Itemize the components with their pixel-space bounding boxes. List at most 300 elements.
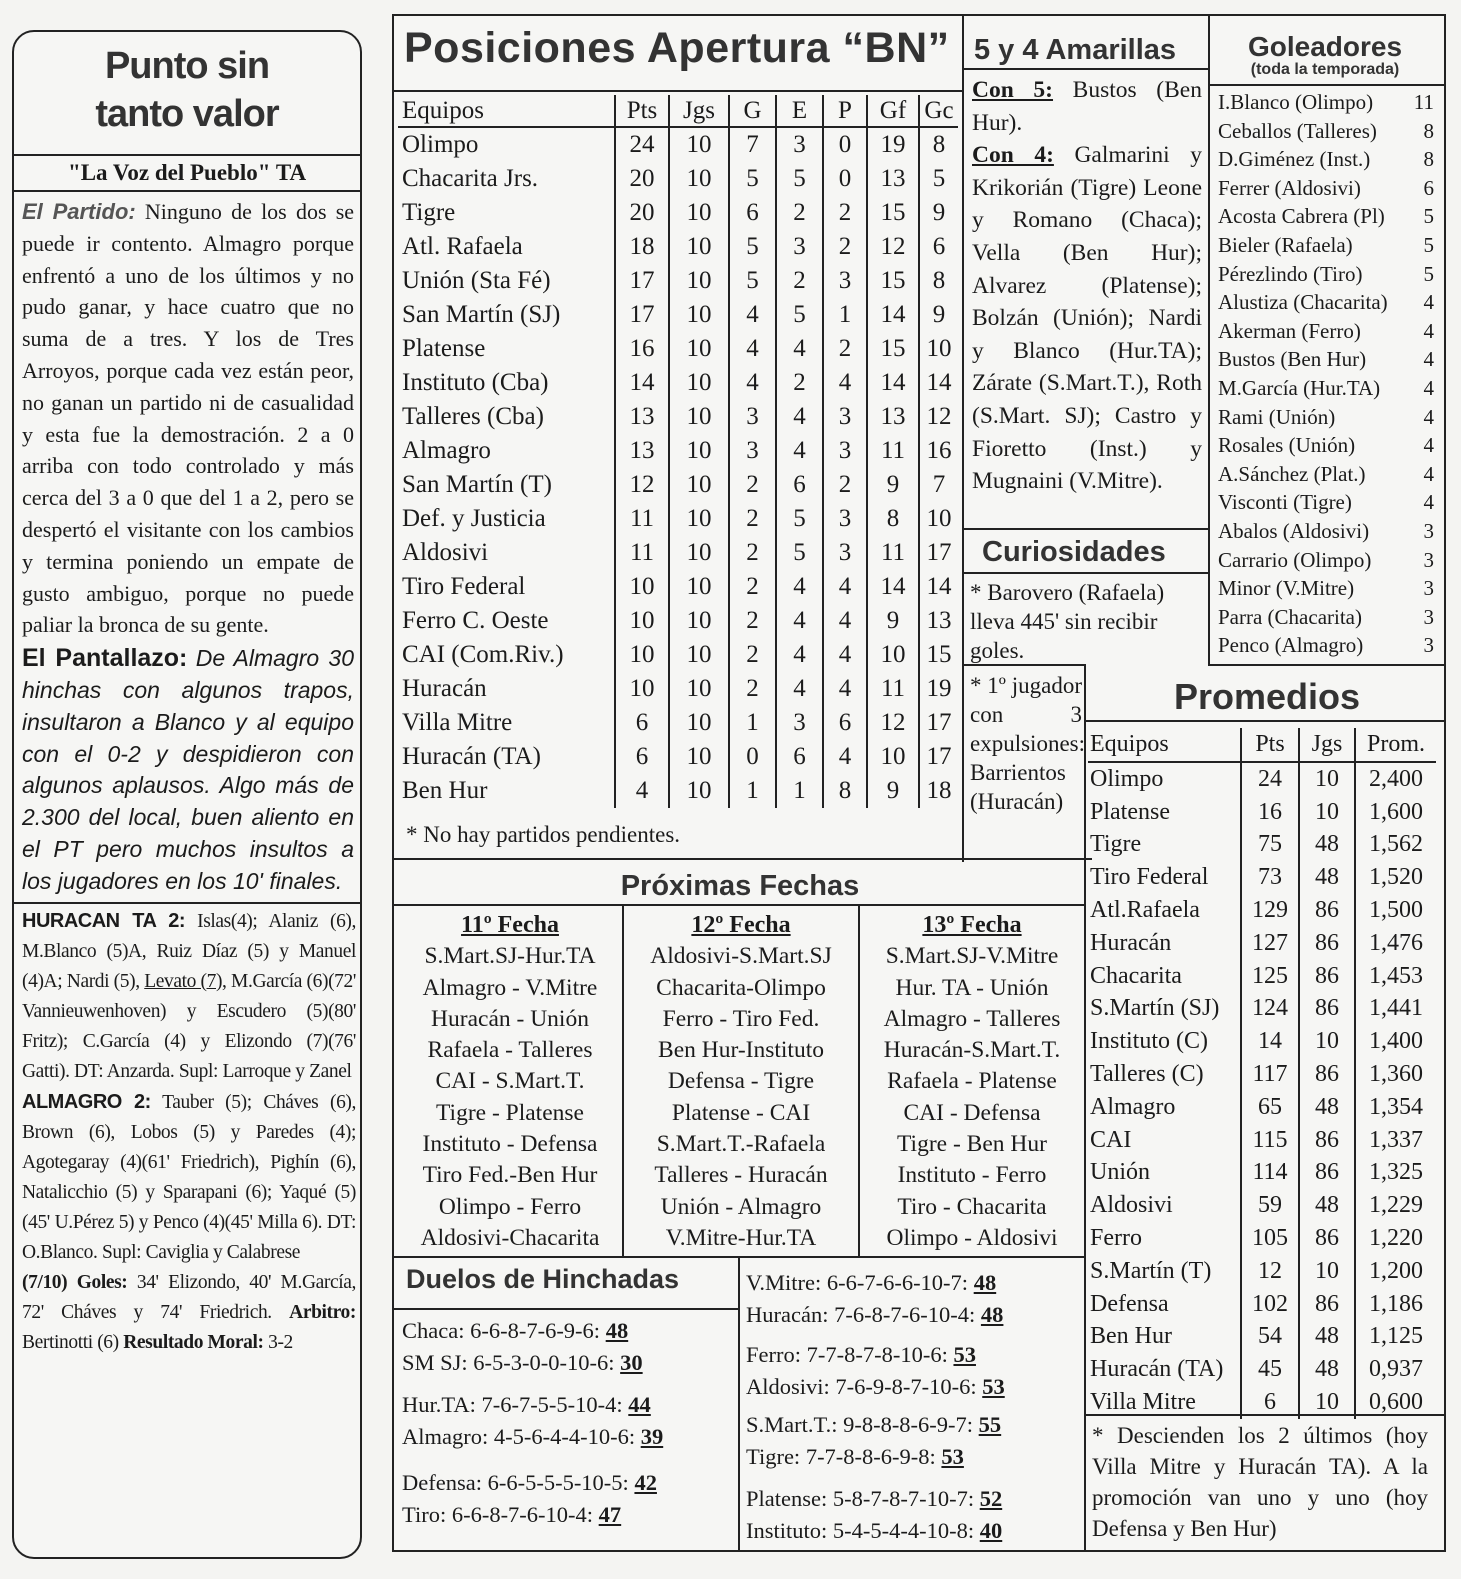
stat-cell: 8 — [932, 267, 946, 294]
stat-cell: 16 — [615, 332, 669, 366]
team-name: Unión (Sta Fé) — [398, 264, 615, 298]
fixture-item: Aldosivi-Chacarita — [420, 1224, 600, 1251]
stat-cell: 0 — [823, 162, 867, 196]
stat-cell: 2 — [729, 604, 776, 638]
fixture-item: Huracán-S.Mart.T. — [883, 1037, 1061, 1064]
stat-cell: 1,325 — [1369, 1159, 1423, 1186]
table-row — [398, 230, 958, 264]
scorer-row — [1218, 431, 1434, 460]
duelo-scores: 6-5-3-0-0-10-6: — [473, 1350, 621, 1375]
duelo-team: Ferro: — [746, 1342, 807, 1367]
stat-cell: 10 — [615, 570, 669, 604]
almagro-label: ALMAGRO 2: — [22, 1090, 151, 1113]
table-row — [398, 468, 958, 502]
stat-cell: 10 — [669, 774, 729, 808]
team-name: Huracán (TA) — [398, 740, 615, 774]
goles-label: (7/10) Goles: — [22, 1271, 128, 1293]
stat-cell: 4 — [729, 298, 776, 332]
stat-cell: 18 — [926, 777, 952, 804]
prom-col-equipos: Equipos — [1088, 728, 1241, 762]
stat-cell: 1,453 — [1369, 962, 1423, 989]
stat-cell: 16 — [1241, 796, 1299, 829]
stat-cell: 4 — [776, 604, 823, 638]
stat-cell: 12 — [615, 468, 669, 502]
duelo-scores: 9-8-8-8-6-9-7: — [843, 1412, 979, 1437]
stat-cell: 10 — [867, 740, 919, 774]
table-row — [398, 706, 958, 740]
duelo-team: Instituto: — [746, 1518, 833, 1543]
stat-cell: 1,337 — [1369, 1126, 1423, 1153]
stat-cell: 0 — [823, 127, 867, 162]
stat-cell: 2 — [729, 502, 776, 536]
table-row — [398, 332, 958, 366]
stat-cell: 114 — [1241, 1157, 1299, 1190]
posiciones-note: * No hay partidos pendientes. — [406, 822, 681, 847]
duelo-total: 30 — [620, 1350, 643, 1375]
stat-cell: 6 — [615, 740, 669, 774]
scorer-goals: 3 — [1423, 576, 1434, 601]
duelo-scores: 7-6-8-7-6-10-4: — [834, 1302, 981, 1327]
stat-cell: 2 — [823, 332, 867, 366]
stat-cell: 5 — [932, 165, 946, 192]
duelo-total: 48 — [973, 1270, 997, 1295]
stat-cell: 1,520 — [1369, 864, 1423, 891]
stat-cell: 1 — [729, 774, 776, 808]
stat-cell: 1,125 — [1369, 1323, 1423, 1350]
stat-cell: 17 — [926, 709, 952, 736]
table-row — [398, 774, 958, 808]
scorer-goals: 4 — [1423, 375, 1434, 400]
stat-cell: 17 — [615, 264, 669, 298]
duelo-team: V.Mitre: — [746, 1270, 827, 1295]
duelo-row — [402, 1424, 663, 1450]
stat-cell: 3 — [776, 230, 823, 264]
fixture-item: S.Mart.SJ-V.Mitre — [885, 943, 1059, 970]
stat-cell: 86 — [1299, 993, 1355, 1026]
duel-mid-rule — [738, 1256, 740, 1552]
stat-cell: 17 — [926, 539, 952, 566]
stat-cell: 20 — [615, 196, 669, 230]
table-row — [1088, 1091, 1436, 1124]
almagro-lineup — [22, 1087, 356, 1268]
table-row — [1088, 894, 1436, 927]
duelo-team: SM SJ: — [402, 1350, 474, 1375]
stat-cell: 10 — [669, 127, 729, 162]
goleadores-title — [1216, 32, 1434, 78]
team-name: San Martín (SJ) — [398, 298, 615, 332]
stat-cell: 10 — [669, 570, 729, 604]
scorer-goals: 6 — [1423, 175, 1434, 200]
stat-cell: 10 — [1299, 762, 1355, 796]
duelo-total: 53 — [941, 1444, 964, 1469]
stat-cell: 4 — [615, 774, 669, 808]
posiciones-title: Posiciones Apertura “BN” — [404, 24, 950, 72]
duelo-scores: 5-8-7-8-7-10-7: — [832, 1486, 980, 1511]
stat-cell: 7 — [729, 127, 776, 162]
stat-cell: 6 — [776, 740, 823, 774]
table-row — [398, 127, 958, 162]
scorer-row — [1218, 145, 1434, 174]
amar-title-rule — [962, 68, 1208, 70]
scorer-row — [1218, 345, 1434, 374]
col-equipos: Equipos — [398, 95, 615, 127]
fecha-12-column — [624, 910, 858, 1254]
col-gc: Gc — [919, 95, 958, 127]
stat-cell: 0,600 — [1369, 1389, 1423, 1416]
table-row — [1088, 927, 1436, 960]
duelo-row — [746, 1302, 1003, 1328]
stat-cell: 15 — [867, 332, 919, 366]
duelo-total: 40 — [979, 1518, 1003, 1543]
table-row — [398, 536, 958, 570]
stat-cell: 10 — [615, 604, 669, 638]
stat-cell: 14 — [867, 570, 919, 604]
scorer-goals: 8 — [1423, 118, 1434, 143]
scorer-row — [1218, 231, 1434, 260]
stat-cell: 2 — [776, 264, 823, 298]
duelo-row — [746, 1486, 1002, 1512]
stat-cell: 15 — [867, 196, 919, 230]
table-row — [1088, 1255, 1436, 1288]
table-row — [1088, 1386, 1436, 1419]
duelo-row — [746, 1412, 1001, 1438]
stat-cell: 4 — [776, 638, 823, 672]
team-name: Tigre — [398, 196, 615, 230]
stat-cell: 10 — [1299, 1255, 1355, 1288]
stat-cell: 4 — [776, 672, 823, 706]
table-row — [1088, 796, 1436, 829]
fixture-item: Defensa - Tigre — [667, 1068, 815, 1095]
stat-cell: 6 — [823, 706, 867, 740]
team-name: Ben Hur — [398, 774, 615, 808]
duelo-team: Huracán: — [746, 1302, 835, 1327]
stat-cell: 86 — [1299, 1124, 1355, 1157]
fixture-item: Tiro - Chacarita — [897, 1193, 1047, 1220]
stat-cell: 6 — [776, 468, 823, 502]
stat-cell: 17 — [615, 298, 669, 332]
con4-text: Galmarini y Krikorián (Tigre) Leone y Romano (Chaca); Vella (Ben Hur); Alvarez (Platense); Bolzán (Unión); Nardi y Blanco (Hur.TA); Zárate (S.Mart.T.), Roth (S.Mart. SJ); Castro y Fioretto (Inst.) y Mugnaini (V.Mitre). — [972, 142, 1202, 495]
stat-cell: 1,229 — [1369, 1192, 1423, 1219]
stat-cell: 2 — [776, 196, 823, 230]
stat-cell: 9 — [932, 199, 946, 226]
table-row — [1088, 960, 1436, 993]
con5-text: Bustos (Ben Hur). — [972, 77, 1202, 136]
stat-cell: 15 — [867, 264, 919, 298]
team-name: Villa Mitre — [398, 706, 615, 740]
stat-cell: 11 — [867, 434, 919, 468]
stat-cell: 14 — [867, 298, 919, 332]
table-row — [398, 570, 958, 604]
stat-cell: 13 — [867, 400, 919, 434]
stat-cell: 12 — [867, 706, 919, 740]
report-title-line2: tanto valor — [95, 93, 279, 135]
amarillas-text — [972, 74, 1202, 498]
report-title — [14, 32, 360, 154]
team-name: Platense — [1088, 796, 1241, 829]
scorer-goals: 3 — [1423, 547, 1434, 572]
fixture-item: Platense - CAI — [671, 1099, 811, 1126]
report-body — [14, 192, 360, 898]
team-name: Almagro — [1088, 1091, 1241, 1124]
stat-cell: 10 — [1299, 796, 1355, 829]
scorer-goals: 4 — [1423, 347, 1434, 372]
scorer-name: Alustiza (Chacarita) — [1218, 290, 1388, 315]
stat-cell: 11 — [615, 536, 669, 570]
table-row — [398, 196, 958, 230]
team-name: CAI (Com.Riv.) — [398, 638, 615, 672]
duelo-row — [746, 1518, 1002, 1544]
scorer-goals: 4 — [1423, 290, 1434, 315]
scorer-name: Penco (Almagro) — [1218, 633, 1364, 658]
duelo-team: Aldosivi: — [746, 1374, 836, 1399]
team-name: Atl. Rafaela — [398, 230, 615, 264]
stat-cell: 2 — [823, 468, 867, 502]
stat-cell: 11 — [615, 502, 669, 536]
goleadores-subtitle: (toda la temporada) — [1250, 61, 1400, 78]
team-name: Instituto (C) — [1088, 1025, 1241, 1058]
table-row — [1088, 1288, 1436, 1321]
stat-cell: 24 — [1241, 762, 1299, 796]
duelo-total: 42 — [634, 1470, 657, 1495]
scorer-name: Abalos (Aldosivi) — [1218, 518, 1370, 543]
stat-cell: 14 — [867, 366, 919, 400]
stat-cell: 10 — [669, 400, 729, 434]
stat-cell: 10 — [669, 502, 729, 536]
stat-cell: 105 — [1241, 1222, 1299, 1255]
scorer-name: Visconti (Tigre) — [1218, 490, 1352, 515]
team-name: San Martín (T) — [398, 468, 615, 502]
stat-cell: 12 — [867, 230, 919, 264]
scorer-goals: 4 — [1423, 461, 1434, 486]
fixture-item: Ferro - Tiro Fed. — [662, 1005, 820, 1032]
table-row — [1088, 1124, 1436, 1157]
stat-cell: 45 — [1241, 1353, 1299, 1386]
fixture-item: Olimpo - Aldosivi — [886, 1224, 1058, 1251]
scorer-name: Akerman (Ferro) — [1218, 318, 1361, 343]
stat-cell: 7 — [932, 471, 946, 498]
stat-cell: 2 — [729, 638, 776, 672]
col-jgs: Jgs — [669, 95, 729, 127]
stat-cell: 10 — [669, 672, 729, 706]
scorer-name: Pérezlindo (Tiro) — [1218, 261, 1363, 286]
table-row — [398, 638, 958, 672]
fixture-item: Huracán - Unión — [431, 1005, 589, 1032]
fecha-13-column — [860, 910, 1084, 1254]
table-row — [1088, 1025, 1436, 1058]
fixture-item: S.Mart.T.-Rafaela — [656, 1131, 826, 1158]
stat-cell: 9 — [932, 301, 946, 328]
scorer-name: Acosta Cabrera (Pl) — [1218, 204, 1385, 229]
stat-cell: 48 — [1299, 1353, 1355, 1386]
scorer-name: Ceballos (Talleres) — [1218, 118, 1377, 143]
gol-title-rule — [1208, 84, 1446, 86]
con5-label: Con 5: — [972, 77, 1054, 103]
stat-cell: 6 — [615, 706, 669, 740]
stat-cell: 1,186 — [1369, 1290, 1423, 1317]
team-name: Ferro C. Oeste — [398, 604, 615, 638]
stat-cell: 10 — [926, 505, 952, 532]
stat-cell: 10 — [669, 162, 729, 196]
duelo-scores: 7-6-7-5-5-10-4: — [481, 1392, 629, 1417]
table-row — [1088, 1222, 1436, 1255]
stat-cell: 14 — [1241, 1025, 1299, 1058]
fechas-title: Próximas Fechas — [620, 870, 860, 902]
table-row — [398, 400, 958, 434]
scorer-name: Bustos (Ben Hur) — [1218, 347, 1367, 372]
duelo-scores: 6-6-7-6-6-10-7: — [826, 1270, 974, 1295]
stat-cell: 10 — [669, 264, 729, 298]
scorer-row — [1218, 603, 1434, 632]
stat-cell: 1,562 — [1369, 831, 1423, 858]
duelo-total: 48 — [980, 1302, 1004, 1327]
stat-cell: 10 — [867, 638, 919, 672]
team-name: Aldosivi — [1088, 1189, 1241, 1222]
stat-cell: 3 — [823, 536, 867, 570]
col-pts: Pts — [615, 95, 669, 127]
stat-cell: 59 — [1241, 1189, 1299, 1222]
stat-cell: 3 — [729, 400, 776, 434]
prom-col-jgs: Jgs — [1299, 728, 1355, 762]
team-name: Huracán — [1088, 927, 1241, 960]
stat-cell: 14 — [926, 369, 952, 396]
duelo-scores: 4-5-6-4-4-10-6: — [493, 1424, 641, 1449]
pantallazo-paragraph — [22, 643, 354, 897]
stat-cell: 1 — [823, 298, 867, 332]
fecha-11-column — [398, 910, 622, 1254]
duelos-title: Duelos de Hinchadas — [406, 1264, 680, 1294]
stat-cell: 10 — [669, 230, 729, 264]
duelo-team: Tigre: — [746, 1444, 806, 1469]
stat-cell: 8 — [932, 131, 946, 158]
stat-cell: 0 — [729, 740, 776, 774]
stat-cell: 15 — [926, 641, 952, 668]
team-name: Defensa — [1088, 1288, 1241, 1321]
scorer-goals: 4 — [1423, 318, 1434, 343]
stat-cell: 2 — [823, 196, 867, 230]
stat-cell: 86 — [1299, 1288, 1355, 1321]
duelo-total: 47 — [598, 1502, 622, 1527]
fixture-item: V.Mitre-Hur.TA — [665, 1224, 817, 1251]
promedios-note: * Descienden los 2 últimos (hoy Villa Mitre y Huracán TA). A la promoción van uno y uno (hoy Defensa y Ben Hur) — [1092, 1423, 1428, 1541]
duelo-scores: 7-6-9-8-7-10-6: — [835, 1374, 983, 1399]
stat-cell: 1,441 — [1369, 995, 1423, 1022]
stat-cell: 4 — [776, 570, 823, 604]
stat-cell: 1,400 — [1369, 1028, 1423, 1055]
stat-cell: 1,354 — [1369, 1093, 1423, 1120]
pos-bottom-rule — [392, 858, 1092, 860]
scorer-name: I.Blanco (Olimpo) — [1218, 90, 1374, 114]
table-row — [398, 604, 958, 638]
huracan-lineup — [22, 906, 356, 1087]
scorer-name: Ferrer (Aldosivi) — [1218, 175, 1361, 200]
stat-cell: 4 — [729, 366, 776, 400]
stat-cell: 14 — [926, 573, 952, 600]
stat-cell: 65 — [1241, 1091, 1299, 1124]
stat-cell: 54 — [1241, 1321, 1299, 1354]
stat-cell: 2 — [729, 570, 776, 604]
stat-cell: 129 — [1241, 894, 1299, 927]
fecha-header: 12º Fecha — [691, 912, 791, 938]
team-name: Platense — [398, 332, 615, 366]
stat-cell: 1,200 — [1369, 1257, 1423, 1284]
stat-cell: 115 — [1241, 1124, 1299, 1157]
fixture-item: Olimpo - Ferro — [438, 1193, 582, 1220]
stat-cell: 10 — [669, 638, 729, 672]
stat-cell: 48 — [1299, 829, 1355, 862]
table-row — [1088, 993, 1436, 1026]
table-row — [1088, 829, 1436, 862]
curiosidad-1: * Barovero (Rafaela) lleva 445' sin recibir goles. — [970, 580, 1165, 663]
prom-col-pts: Pts — [1241, 728, 1299, 762]
stat-cell: 5 — [729, 230, 776, 264]
team-name: Huracán — [398, 672, 615, 706]
fecha-header: 13º Fecha — [922, 912, 1022, 938]
cur-top-rule — [962, 528, 1208, 530]
arbitro-label: Arbitro: — [289, 1301, 356, 1323]
stat-cell: 10 — [669, 740, 729, 774]
stat-cell: 2,400 — [1369, 765, 1423, 792]
stat-cell: 4 — [823, 672, 867, 706]
stat-cell: 13 — [615, 434, 669, 468]
fixture-item: Rafaela - Platense — [887, 1068, 1057, 1095]
stat-cell: 86 — [1299, 960, 1355, 993]
duelo-team: Tiro: — [402, 1502, 452, 1527]
stat-cell: 2 — [729, 672, 776, 706]
stat-cell: 127 — [1241, 927, 1299, 960]
promedios-title: Promedios — [1173, 676, 1361, 717]
duelo-team: Platense: — [746, 1486, 833, 1511]
duelo-row — [746, 1374, 1005, 1400]
team-name: Villa Mitre — [1088, 1386, 1241, 1419]
fixture-item: CAI - Defensa — [903, 1099, 1041, 1126]
fixture-item: Tigre - Platense — [436, 1099, 584, 1126]
duelo-total: 55 — [978, 1412, 1002, 1437]
stat-cell: 19 — [926, 675, 952, 702]
stat-cell: 1,476 — [1369, 929, 1423, 956]
duelo-team: Almagro: — [402, 1424, 494, 1449]
stat-cell: 10 — [615, 672, 669, 706]
stat-cell: 3 — [729, 434, 776, 468]
scorer-row — [1218, 88, 1434, 117]
stat-cell: 1 — [776, 774, 823, 808]
scorer-goals: 4 — [1423, 433, 1434, 458]
duelo-total: 53 — [953, 1342, 976, 1367]
scorer-row — [1218, 174, 1434, 203]
duelo-team: Defensa: — [402, 1470, 488, 1495]
stat-cell: 3 — [823, 434, 867, 468]
posiciones-table — [398, 95, 958, 808]
stat-cell: 9 — [867, 774, 919, 808]
stat-cell: 12 — [1241, 1255, 1299, 1288]
stat-cell: 1,500 — [1369, 897, 1423, 924]
fixture-item: Chacarita-Olimpo — [656, 974, 826, 1001]
team-name: Olimpo — [398, 127, 615, 162]
stat-cell: 6 — [729, 196, 776, 230]
curiosidades-title: Curiosidades — [982, 536, 1166, 568]
team-name: S.Martín (T) — [1088, 1255, 1241, 1288]
fixture-item: Tiro Fed.-Ben Hur — [422, 1162, 598, 1189]
stat-cell: 3 — [823, 264, 867, 298]
stat-cell: 4 — [776, 400, 823, 434]
duelo-total: 52 — [979, 1486, 1003, 1511]
scorer-row — [1218, 460, 1434, 489]
stat-cell: 5 — [776, 162, 823, 196]
fixture-item: CAI - S.Mart.T. — [435, 1068, 585, 1095]
fixture-item: Talleres - Huracán — [654, 1162, 828, 1189]
fixture-item: Rafaela - Talleres — [427, 1037, 593, 1064]
team-name: Atl.Rafaela — [1088, 894, 1241, 927]
duelo-row — [746, 1444, 964, 1470]
